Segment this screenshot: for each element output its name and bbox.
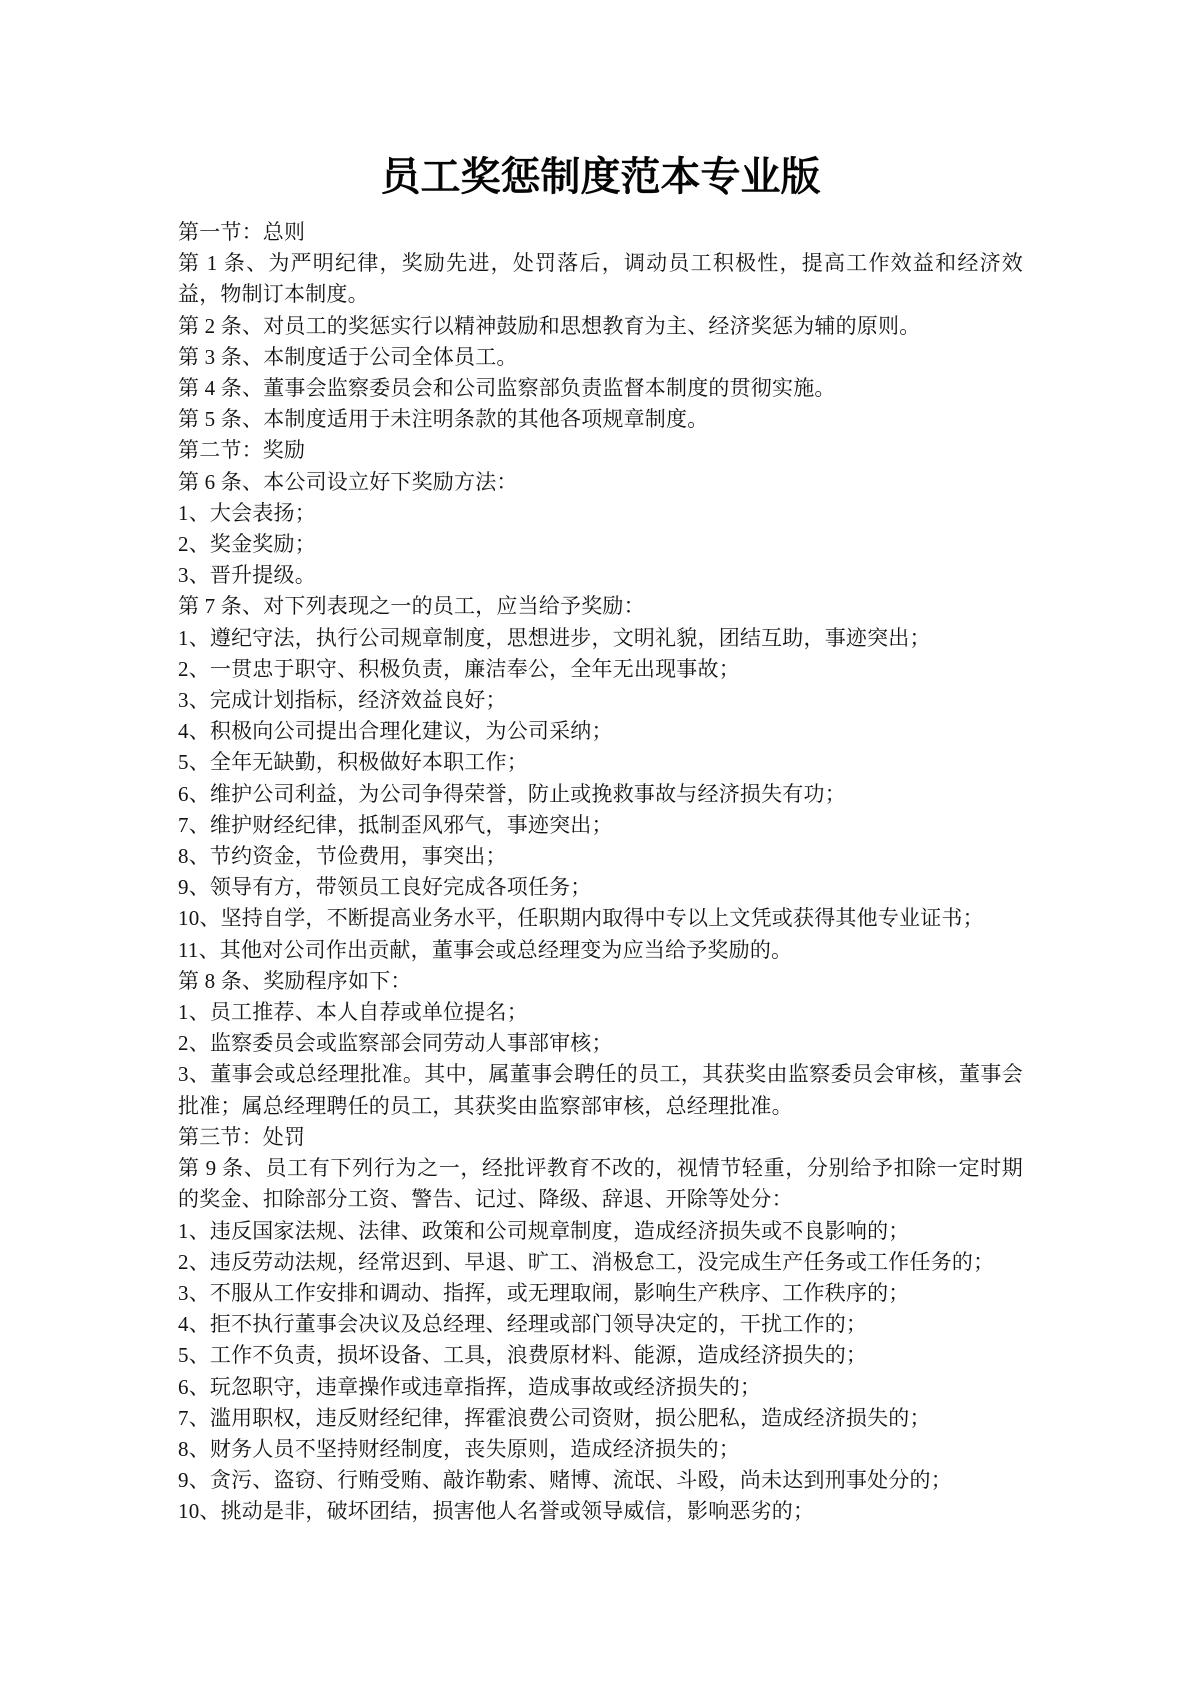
- paragraph: 7、维护财经纪律，抵制歪风邪气，事迹突出；: [178, 812, 613, 837]
- paragraph: 6、维护公司利益，为公司争得荣誉，防止或挽救事故与经济损失有功；: [178, 781, 846, 806]
- paragraph: 2、监察委员会或监察部会同劳动人事部审核；: [178, 1031, 613, 1056]
- paragraph: 第 3 条、本制度适于公司全体员工。: [178, 344, 518, 369]
- paragraph: 第一节：总则: [178, 220, 306, 244]
- paragraph: 5、全年无缺勤，积极做好本职工作；: [178, 750, 528, 775]
- paragraph: 9、领导有方，带领员工良好完成各项任务；: [178, 875, 592, 900]
- paragraph: 1、违反国家法规、法律、政策和公司规章制度，造成经济损失或不良影响的；: [178, 1218, 910, 1243]
- paragraph: 2、奖金奖励；: [178, 532, 316, 557]
- paragraph: 6、玩忽职守，违章操作或违章指挥，造成事故或经济损失的；: [178, 1374, 762, 1399]
- paragraph: 2、一贯忠于职守、积极负责，廉洁奉公，全年无出现事故；: [178, 656, 740, 681]
- paragraph: 1、员工推荐、本人自荐或单位提名；: [178, 1000, 528, 1025]
- paragraph: 3、董事会或总经理批准。其中，属董事会聘任的员工，其获奖由监察委员会审核，董事会批准；属总经理聘任的员工，其获奖由监察部审核，总经理批准。: [178, 1062, 1023, 1118]
- paragraph: 3、不服从工作安排和调动、指挥，或无理取闹，影响生产秩序、工作秩序的；: [178, 1280, 910, 1305]
- paragraph: 第 6 条、本公司设立好下奖励方法：: [178, 469, 518, 494]
- paragraph: 4、积极向公司提出合理化建议，为公司采纳；: [178, 719, 613, 744]
- paragraph: 3、晋升提级。: [178, 563, 316, 588]
- paragraph: 第 8 条、奖励程序如下：: [178, 968, 412, 993]
- paragraph: 第 4 条、董事会监察委员会和公司监察部负责监督本制度的贯彻实施。: [178, 376, 836, 401]
- paragraph: 第 7 条、对下列表现之一的员工，应当给予奖励：: [178, 594, 645, 619]
- paragraph: 第三节：处罚: [178, 1124, 306, 1149]
- document-title: 员工奖惩制度范本专业版: [380, 154, 821, 199]
- paragraph: 2、违反劳动法规，经常迟到、早退、旷工、消极怠工，没完成生产任务或工作任务的；: [178, 1249, 995, 1274]
- paragraph: 第 2 条、对员工的奖惩实行以精神鼓励和思想教育为主、经济奖惩为辅的原则。: [178, 313, 921, 338]
- paragraph: 第二节：奖励: [178, 438, 306, 463]
- paragraph: 8、节约资金，节俭费用，事突出；: [178, 844, 507, 869]
- paragraph: 1、遵纪守法，执行公司规章制度，思想进步，文明礼貌，团结互助，事迹突出；: [178, 625, 931, 650]
- paragraph: 1、大会表扬；: [178, 500, 316, 525]
- paragraph: 8、财务人员不坚持财经制度，丧失原则，造成经济损失的；: [178, 1436, 740, 1461]
- paragraph: 10、挑动是非，破坏团结，损害他人名誉或领导威信，影响恶劣的；: [178, 1499, 815, 1524]
- paragraph: 5、工作不负责，损坏设备、工具，浪费原材料、能源，造成经济损失的；: [178, 1343, 868, 1368]
- document-body: [178, 217, 1023, 1528]
- paragraph: 9、贪污、盗窃、行贿受贿、敲诈勒索、赌博、流氓、斗殴，尚未达到刑事处分的；: [178, 1468, 952, 1493]
- paragraph: 第 5 条、本制度适用于未注明条款的其他各项规章制度。: [178, 407, 709, 432]
- paragraph: 7、滥用职权，违反财经纪律，挥霍浪费公司资财，损公肥私，造成经济损失的；: [178, 1405, 931, 1430]
- paragraph: 第 1 条、为严明纪律，奖励先进，处罚落后，调动员工积极性，提高工作效益和经济效益，物制订本制度。: [178, 251, 1023, 307]
- paragraph: 第 9 条、员工有下列行为之一，经批评教育不改的，视情节轻重，分别给予扣除一定时期的奖金、扣除部分工资、警告、记过、降级、辞退、开除等处分：: [178, 1156, 1023, 1212]
- paragraph: 11、其他对公司作出贡献，董事会或总经理变为应当给予奖励的。: [178, 937, 793, 962]
- paragraph: 4、拒不执行董事会决议及总经理、经理或部门领导决定的，干扰工作的；: [178, 1312, 868, 1337]
- paragraph: 3、完成计划指标，经济效益良好；: [178, 688, 507, 713]
- paragraph: 10、坚持自学，不断提高业务水平，任职期内取得中专以上文凭或获得其他专业证书；: [178, 906, 984, 931]
